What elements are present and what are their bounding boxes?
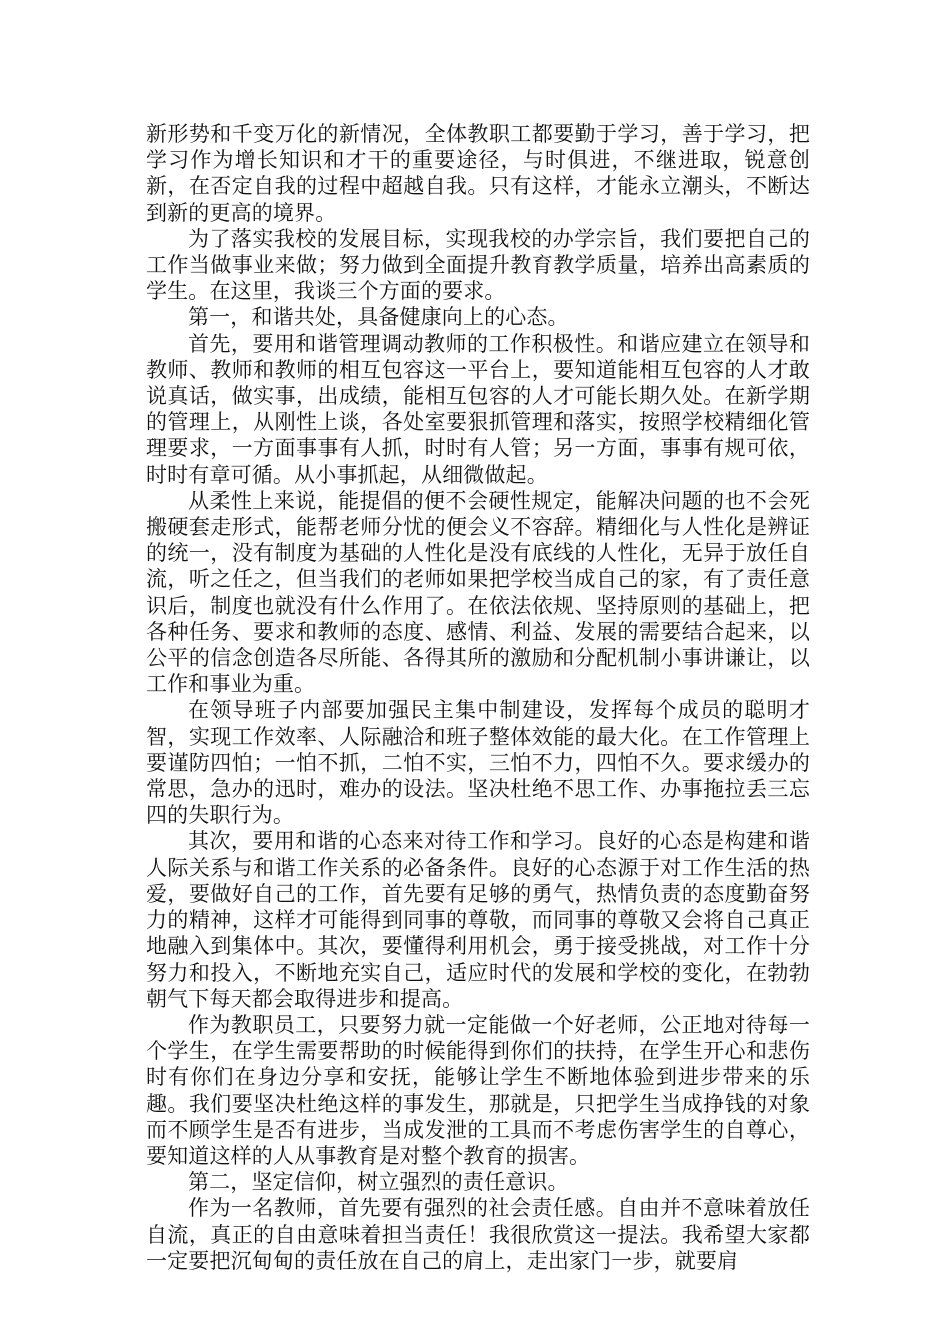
paragraph: 在领导班子内部要加强民主集中制建设，发挥每个成员的聪明才智，实现工作效率、人际融洽和班子整体效能的最大化。在工作管理上要谨防四怕；一怕不抓，二怕不实，三怕不力，四怕不久。要求缓办的常思，急办的迅时，难办的设法。坚决杜绝不思工作、办事拖拉丢三忘四的失职行为。 — [146, 698, 810, 828]
paragraph: 新形势和千变万化的新情况，全体教职工都要勤于学习，善于学习，把学习作为增长知识和才干的重要途径，与时俱进，不继进取，锐意创新，在否定自我的过程中超越自我。只有这样，才能永立潮头，不断达到新的更高的境界。 — [146, 122, 810, 225]
paragraph: 作为教职员工，只要努力就一定能做一个好老师，公正地对待每一个学生，在学生需要帮助的时候能得到你们的扶持，在学生开心和悲伤时有你们在身边分享和安抚，能够让学生不断地体验到进步带来的乐趣。我们要坚决杜绝这样的事发生，那就是，只把学生当成挣钱的对象而不顾学生是否有进步，当成发泄的工具而不考虑伤害学生的自尊心，要知道这样的人从事教育是对整个教育的损害。 — [146, 1012, 810, 1168]
paragraph: 从柔性上来说，能提倡的便不会硬性规定，能解决问题的也不会死搬硬套走形式，能帮老师分忧的便会义不容辞。精细化与人性化是辨证的统一，没有制度为基础的人性化是没有底线的人性化，无异于放任自流，听之任之，但当我们的老师如果把学校当成自己的家，有了责任意识后，制度也就没有什么作用了。在依法依规、坚持原则的基础上，把各种任务、要求和教师的态度、感情、利益、发展的需要结合起来，以公平的信念创造各尽所能、各得其所的激励和分配机制小事讲谦让，以工作和事业为重。 — [146, 488, 810, 697]
document-page — [146, 121, 810, 1274]
section-heading: 第一，和谐共处，具备健康向上的心态。 — [188, 305, 569, 330]
paragraph: 为了落实我校的发展目标，实现我校的办学宗旨，我们要把自己的工作当做事业来做；努力做到全面提升教育教学质量，培养出高素质的学生。在这里，我谈三个方面的要求。 — [146, 226, 810, 304]
paragraph: 作为一名教师，首先要有强烈的社会责任感。自由并不意味着放任自流，真正的自由意味着担当责任！我很欣赏这一提法。我希望大家都一定要把沉甸甸的责任放在自己的肩上，走出家门一步，就要肩 — [146, 1196, 810, 1273]
paragraph: 其次，要用和谐的心态来对待工作和学习。良好的心态是构建和谐人际关系与和谐工作关系的必备条件。良好的心态源于对工作生活的热爱，要做好自己的工作，首先要有足够的勇气，热情负责的态度勤奋努力的精神，这样才可能得到同事的尊敬，而同事的尊敬又会将自己真正地融入到集体中。其次，要懂得利用机会，勇于接受挑战，对工作十分努力和投入，不断地充实自己，适应时代的发展和学校的变化，在勃勃朝气下每天都会取得进步和提高。 — [146, 829, 810, 1011]
section-heading: 第二，坚定信仰，树立强烈的责任意识。 — [188, 1170, 569, 1195]
paragraph: 首先，要用和谐管理调动教师的工作积极性。和谐应建立在领导和教师、教师和教师的相互包容这一平台上，要知道能相互包容的人才敢说真话，做实事，出成绩，能相互包容的人才可能长期久处。在新学期的管理上，从刚性上谈，各处室要狠抓管理和落实，按照学校精细化管理要求，一方面事事有人抓，时时有人管；另一方面，事事有规可依，时时有章可循。从小事抓起，从细微做起。 — [146, 331, 810, 487]
